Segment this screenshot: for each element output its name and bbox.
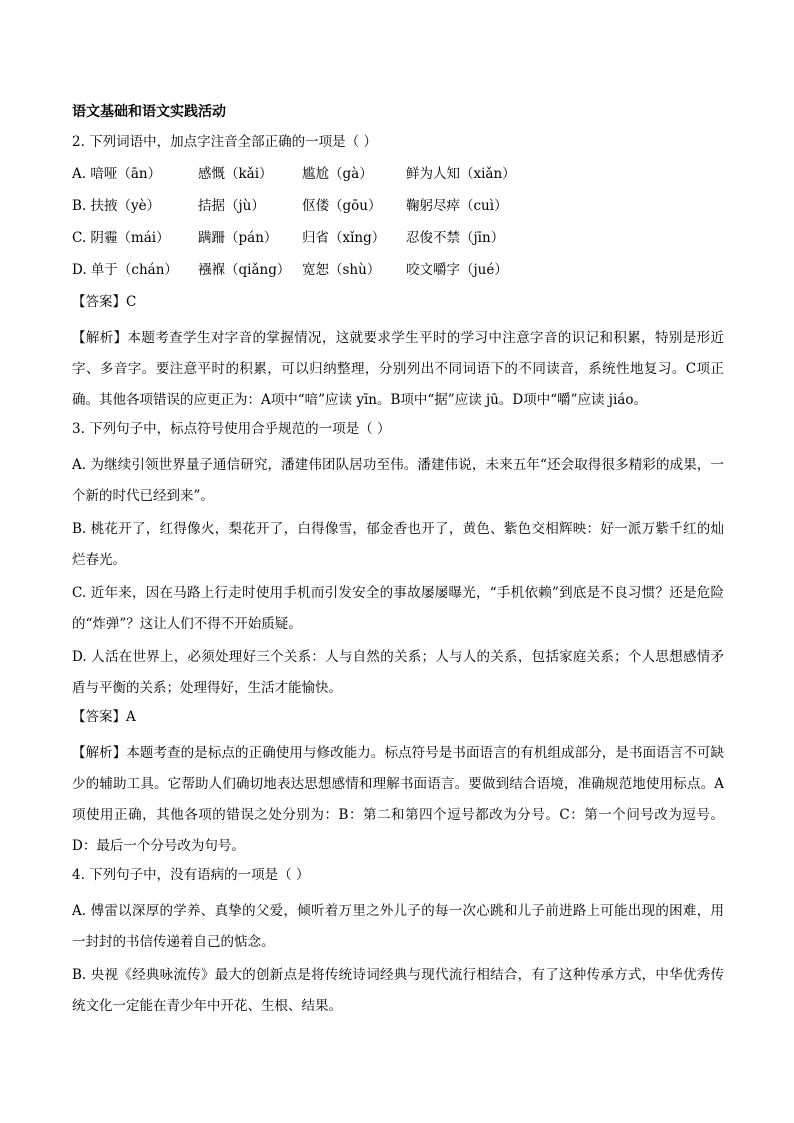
option-item: 尴尬（gà） [302, 166, 373, 182]
question-2-option-a [72, 163, 724, 185]
question-4-option-b: B. 央视《经典咏流传》最大的创新点是将传统诗词经典与现代流行相结合，有了这种传承方式，中华优秀传统文化一定能在青少年中开花、生根、结果。 [72, 967, 724, 1014]
question-2-analysis: 【解析】本题考查学生对字音的掌握情况，这就要求学生平时的学习中注意字音的识记和积累，特别是形近字、多音字。要注意平时的积累，可以归纳整理，分别列出不同词语下的不同读音，系统性地复习。C项正确。其他各项错误的应更正为：A项中“喑”应读 yīn。B项中“据”应读 jū。D项中“嚼”应读 jiáo。 [72, 330, 724, 408]
question-3-stem: 3. 下列句子中，标点符号使用合乎规范的一项是（ ） [72, 421, 391, 437]
question-2-stem: 2. 下列词语中，加点字注音全部正确的一项是（ ） [72, 134, 377, 150]
option-item: 归省（xǐng） [302, 230, 386, 246]
option-item: 咬文嚼字（jué） [406, 262, 508, 278]
question-2-option-c [72, 227, 724, 249]
section-title: 语文基础和语文实践活动 [72, 104, 226, 120]
question-2-option-d [72, 259, 724, 281]
option-item: 宽恕（shù） [302, 262, 381, 278]
question-2-answer: 【答案】C [72, 294, 137, 310]
question-3-option-c: C. 近年来，因在马路上行走时使用手机而引发安全的事故屡屡曝光，“手机依赖”到底是不良习惯？还是危险的“炸弹”？这让人们不得不开始质疑。 [72, 585, 724, 632]
question-3-option-b: B. 桃花开了，红得像火，梨花开了，白得像雪，郁金香也开了，黄色、紫色交相辉映：好一派万紫千红的灿烂春光。 [72, 521, 724, 568]
document-content [72, 101, 724, 1024]
option-item: 忍俊不禁（jīn） [406, 230, 505, 246]
option-item: D. 单于（chán） [72, 262, 178, 278]
question-3-option-d: D. 人活在世界上，必须处理好三个关系：人与自然的关系；人与人的关系，包括家庭关系；个人思想感情矛盾与平衡的关系；处理得好，生活才能愉快。 [72, 649, 724, 696]
option-item: 襁褓（qiǎng） [198, 262, 291, 278]
option-item: C. 阴霾（mái） [72, 230, 170, 246]
option-item: 拮据（jù） [198, 198, 265, 214]
question-3-answer: 【答案】A [72, 709, 136, 725]
option-item: 鲜为人知（xiǎn） [406, 166, 516, 182]
option-item: 感慨（kǎi） [198, 166, 273, 182]
question-3-option-a: A. 为继续引领世界量子通信研究，潘建伟团队居功至伟。潘建伟说，未来五年“还会取得很多精彩的成果，一个新的时代已经到来”。 [72, 457, 724, 504]
question-4-option-a: A. 傅雷以深厚的学养、真挚的父爱，倾听着万里之外儿子的每一次心跳和儿子前进路上可能出现的困难，用一封封的书信传递着自己的惦念。 [72, 903, 724, 950]
question-2-option-b [72, 195, 724, 217]
question-3-analysis: 【解析】本题考查的是标点的正确使用与修改能力。标点符号是书面语言的有机组成部分，是书面语言不可缺少的辅助工具。它帮助人们确切地表达思想感情和理解书面语言。要做到结合语境，准确规范地使用标点。A项使用正确，其他各项的错误之处分别为：B：第二和第四个逗号都改为分号。C：第一个问号改为逗号。D：最后一个分号改为句号。 [72, 745, 724, 854]
option-item: A. 喑哑（ān） [72, 166, 162, 182]
option-item: 蹒跚（pán） [198, 230, 278, 246]
option-item: 伛偻（gōu） [302, 198, 382, 214]
option-item: 鞠躬尽瘁（cuì） [406, 198, 508, 214]
question-4-stem: 4. 下列句子中，没有语病的一项是（ ） [72, 867, 310, 883]
option-item: B. 扶掖（yè） [72, 198, 161, 214]
